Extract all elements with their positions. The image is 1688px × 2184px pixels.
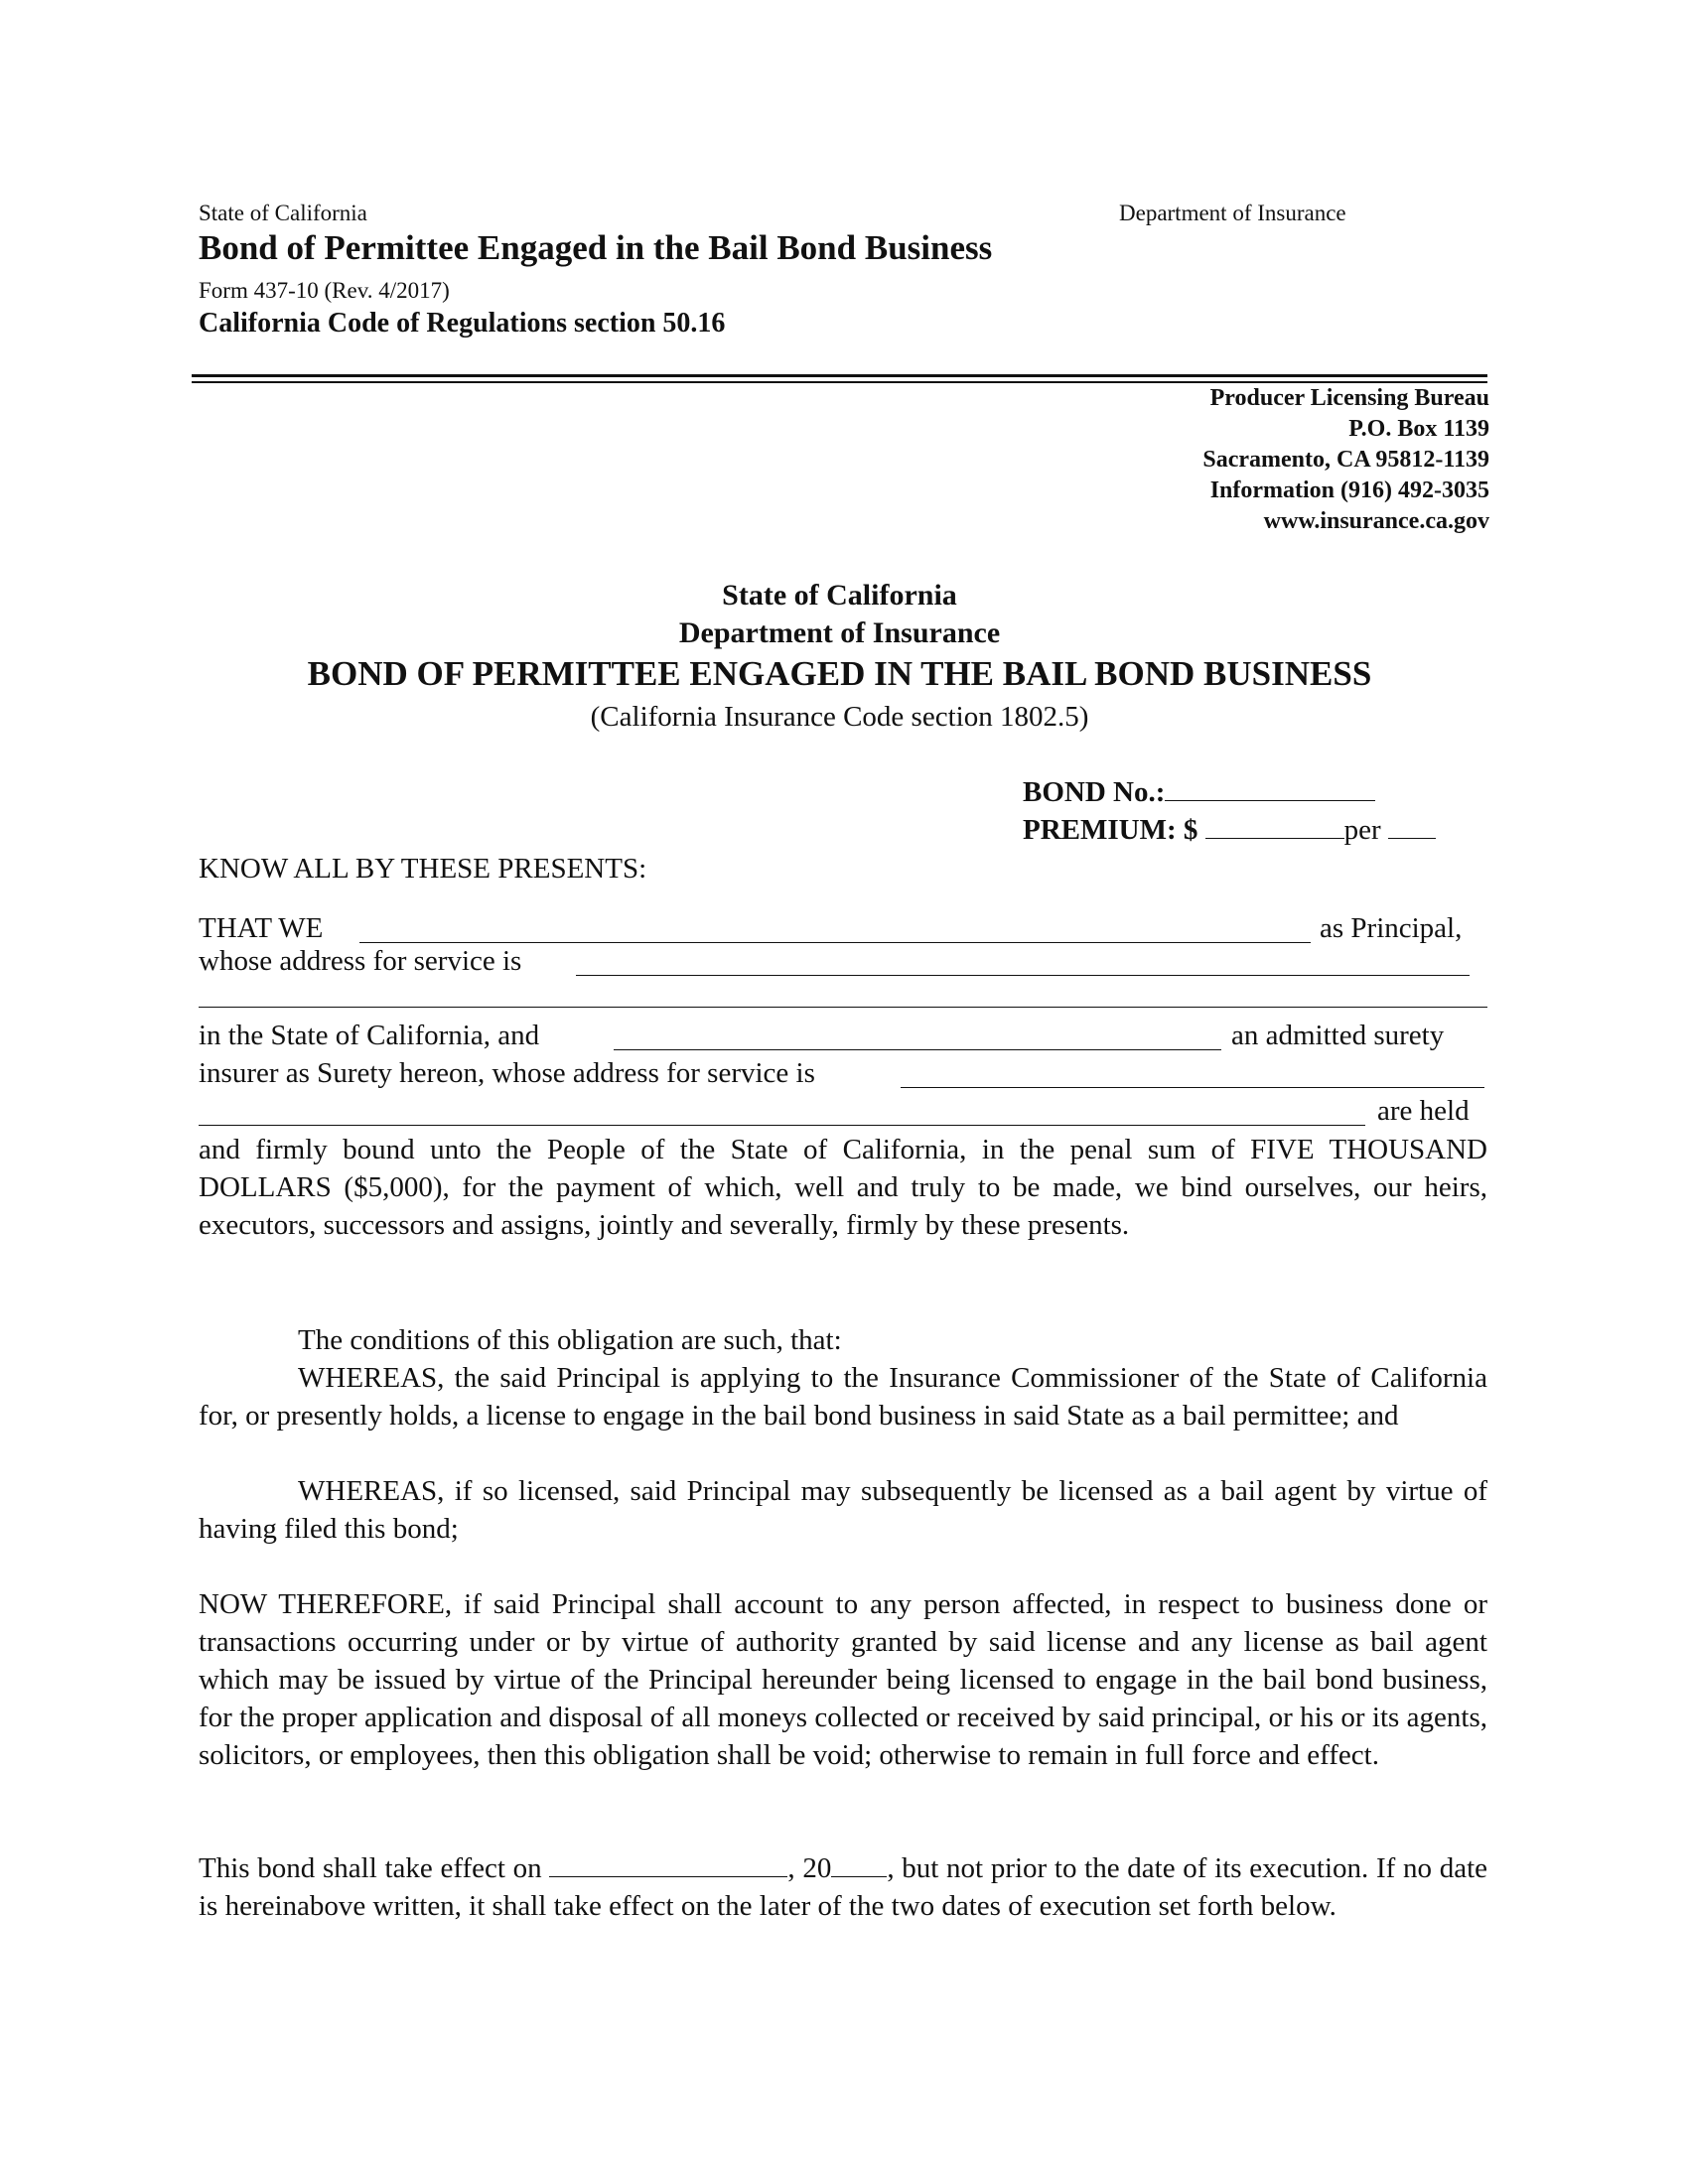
surety-name-field[interactable] xyxy=(614,1024,1221,1050)
effective-start-text: This bond shall take effect on xyxy=(199,1852,542,1884)
are-held-label: are held xyxy=(1377,1095,1470,1127)
bureau-name: Producer Licensing Bureau xyxy=(1209,385,1489,411)
header-department: Department of Insurance xyxy=(1119,201,1346,225)
effective-end-text: , but not prior to the date of its execution. If no date is hereinabove written, it shall take effect on the later of the two dates of execution set forth below. xyxy=(199,1852,1488,1922)
that-we-label: THAT WE xyxy=(199,912,324,944)
form-number: Form 437-10 (Rev. 4/2017) xyxy=(199,278,450,303)
bureau-po-box: P.O. Box 1139 xyxy=(1348,416,1489,442)
bond-no-field[interactable] xyxy=(1165,775,1375,801)
whereas-1: WHEREAS, the said Principal is applying to the Insurance Commissioner of the State of California for, or presently holds, a license to engage in the bail bond business in said State as a bail permittee; and xyxy=(199,1362,1487,1432)
bond-no-label: BOND No.: xyxy=(1023,776,1166,808)
bound-paragraph: and firmly bound unto the People of the State of California, in the penal sum of FIVE THOUSAND DOLLARS ($5,000), for the payment of which, well and truly to be made, we bind ourselves, our heirs, executors, successors and assigns, jointly and severally, firmly by these presents. xyxy=(199,1134,1487,1241)
premium-per-label: per xyxy=(1343,814,1381,846)
header-rule-thick xyxy=(192,374,1487,377)
premium-amount-field[interactable] xyxy=(1205,813,1344,839)
surety-address-field[interactable] xyxy=(901,1062,1484,1088)
principal-address-field-2[interactable] xyxy=(199,1006,1487,1008)
regulation: California Code of Regulations section 50.16 xyxy=(199,308,726,339)
admitted-surety-label: an admitted surety xyxy=(1231,1020,1445,1051)
surety-address-label: insurer as Surety hereon, whose address for service is xyxy=(199,1057,815,1089)
effective-date-paragraph xyxy=(199,1849,1487,1925)
effective-date-field[interactable] xyxy=(549,1851,787,1877)
effective-year-prefix: , 20 xyxy=(787,1852,832,1884)
whereas-2: WHEREAS, if so licensed, said Principal may subsequently be licensed as a bail agent by virtue of having filed this bond; xyxy=(199,1475,1487,1545)
bond-no-row xyxy=(1023,774,1375,811)
form-title: Bond of Permittee Engaged in the Bail Bond Business xyxy=(199,228,993,267)
doc-heading-department: Department of Insurance xyxy=(678,616,1001,649)
know-all: KNOW ALL BY THESE PRESENTS: xyxy=(199,853,647,885)
premium-period-field[interactable] xyxy=(1388,813,1436,839)
doc-heading-title: BOND OF PERMITTEE ENGAGED IN THE BAIL BOND BUSINESS xyxy=(307,654,1372,693)
as-principal-label: as Principal, xyxy=(1320,912,1463,944)
in-state-label: in the State of California, and xyxy=(199,1020,540,1051)
header-state: State of California xyxy=(199,201,367,225)
principal-name-field[interactable] xyxy=(359,917,1311,943)
bureau-website: www.insurance.ca.gov xyxy=(1263,508,1489,534)
bureau-phone: Information (916) 492-3035 xyxy=(1209,478,1489,503)
premium-label: PREMIUM: $ xyxy=(1023,814,1198,846)
premium-row xyxy=(1023,812,1436,849)
principal-address-label: whose address for service is xyxy=(199,945,522,977)
now-therefore-paragraph: NOW THEREFORE, if said Principal shall account to any person affected, in respect to business done or transactions occurring under or by virtue of authority granted by said license and any license as bail agent which may be issued by virtue of the Principal hereunder being licensed to engage in the bail bond business, for the proper application and disposal of all moneys collected or received by said principal, or his or its agents, solicitors, or employees, then this obligation shall be void; otherwise to remain in full force and effect. xyxy=(199,1588,1487,1771)
doc-heading-code: (California Insurance Code section 1802.5) xyxy=(590,701,1089,733)
effective-year-field[interactable] xyxy=(831,1851,887,1877)
bureau-address xyxy=(1202,383,1489,537)
surety-address-field-2[interactable] xyxy=(199,1100,1365,1126)
conditions-text: The conditions of this obligation are such, that: xyxy=(298,1324,842,1356)
bureau-city: Sacramento, CA 95812-1139 xyxy=(1202,447,1489,473)
doc-heading-state: State of California xyxy=(722,579,957,612)
principal-address-field[interactable] xyxy=(576,950,1470,976)
